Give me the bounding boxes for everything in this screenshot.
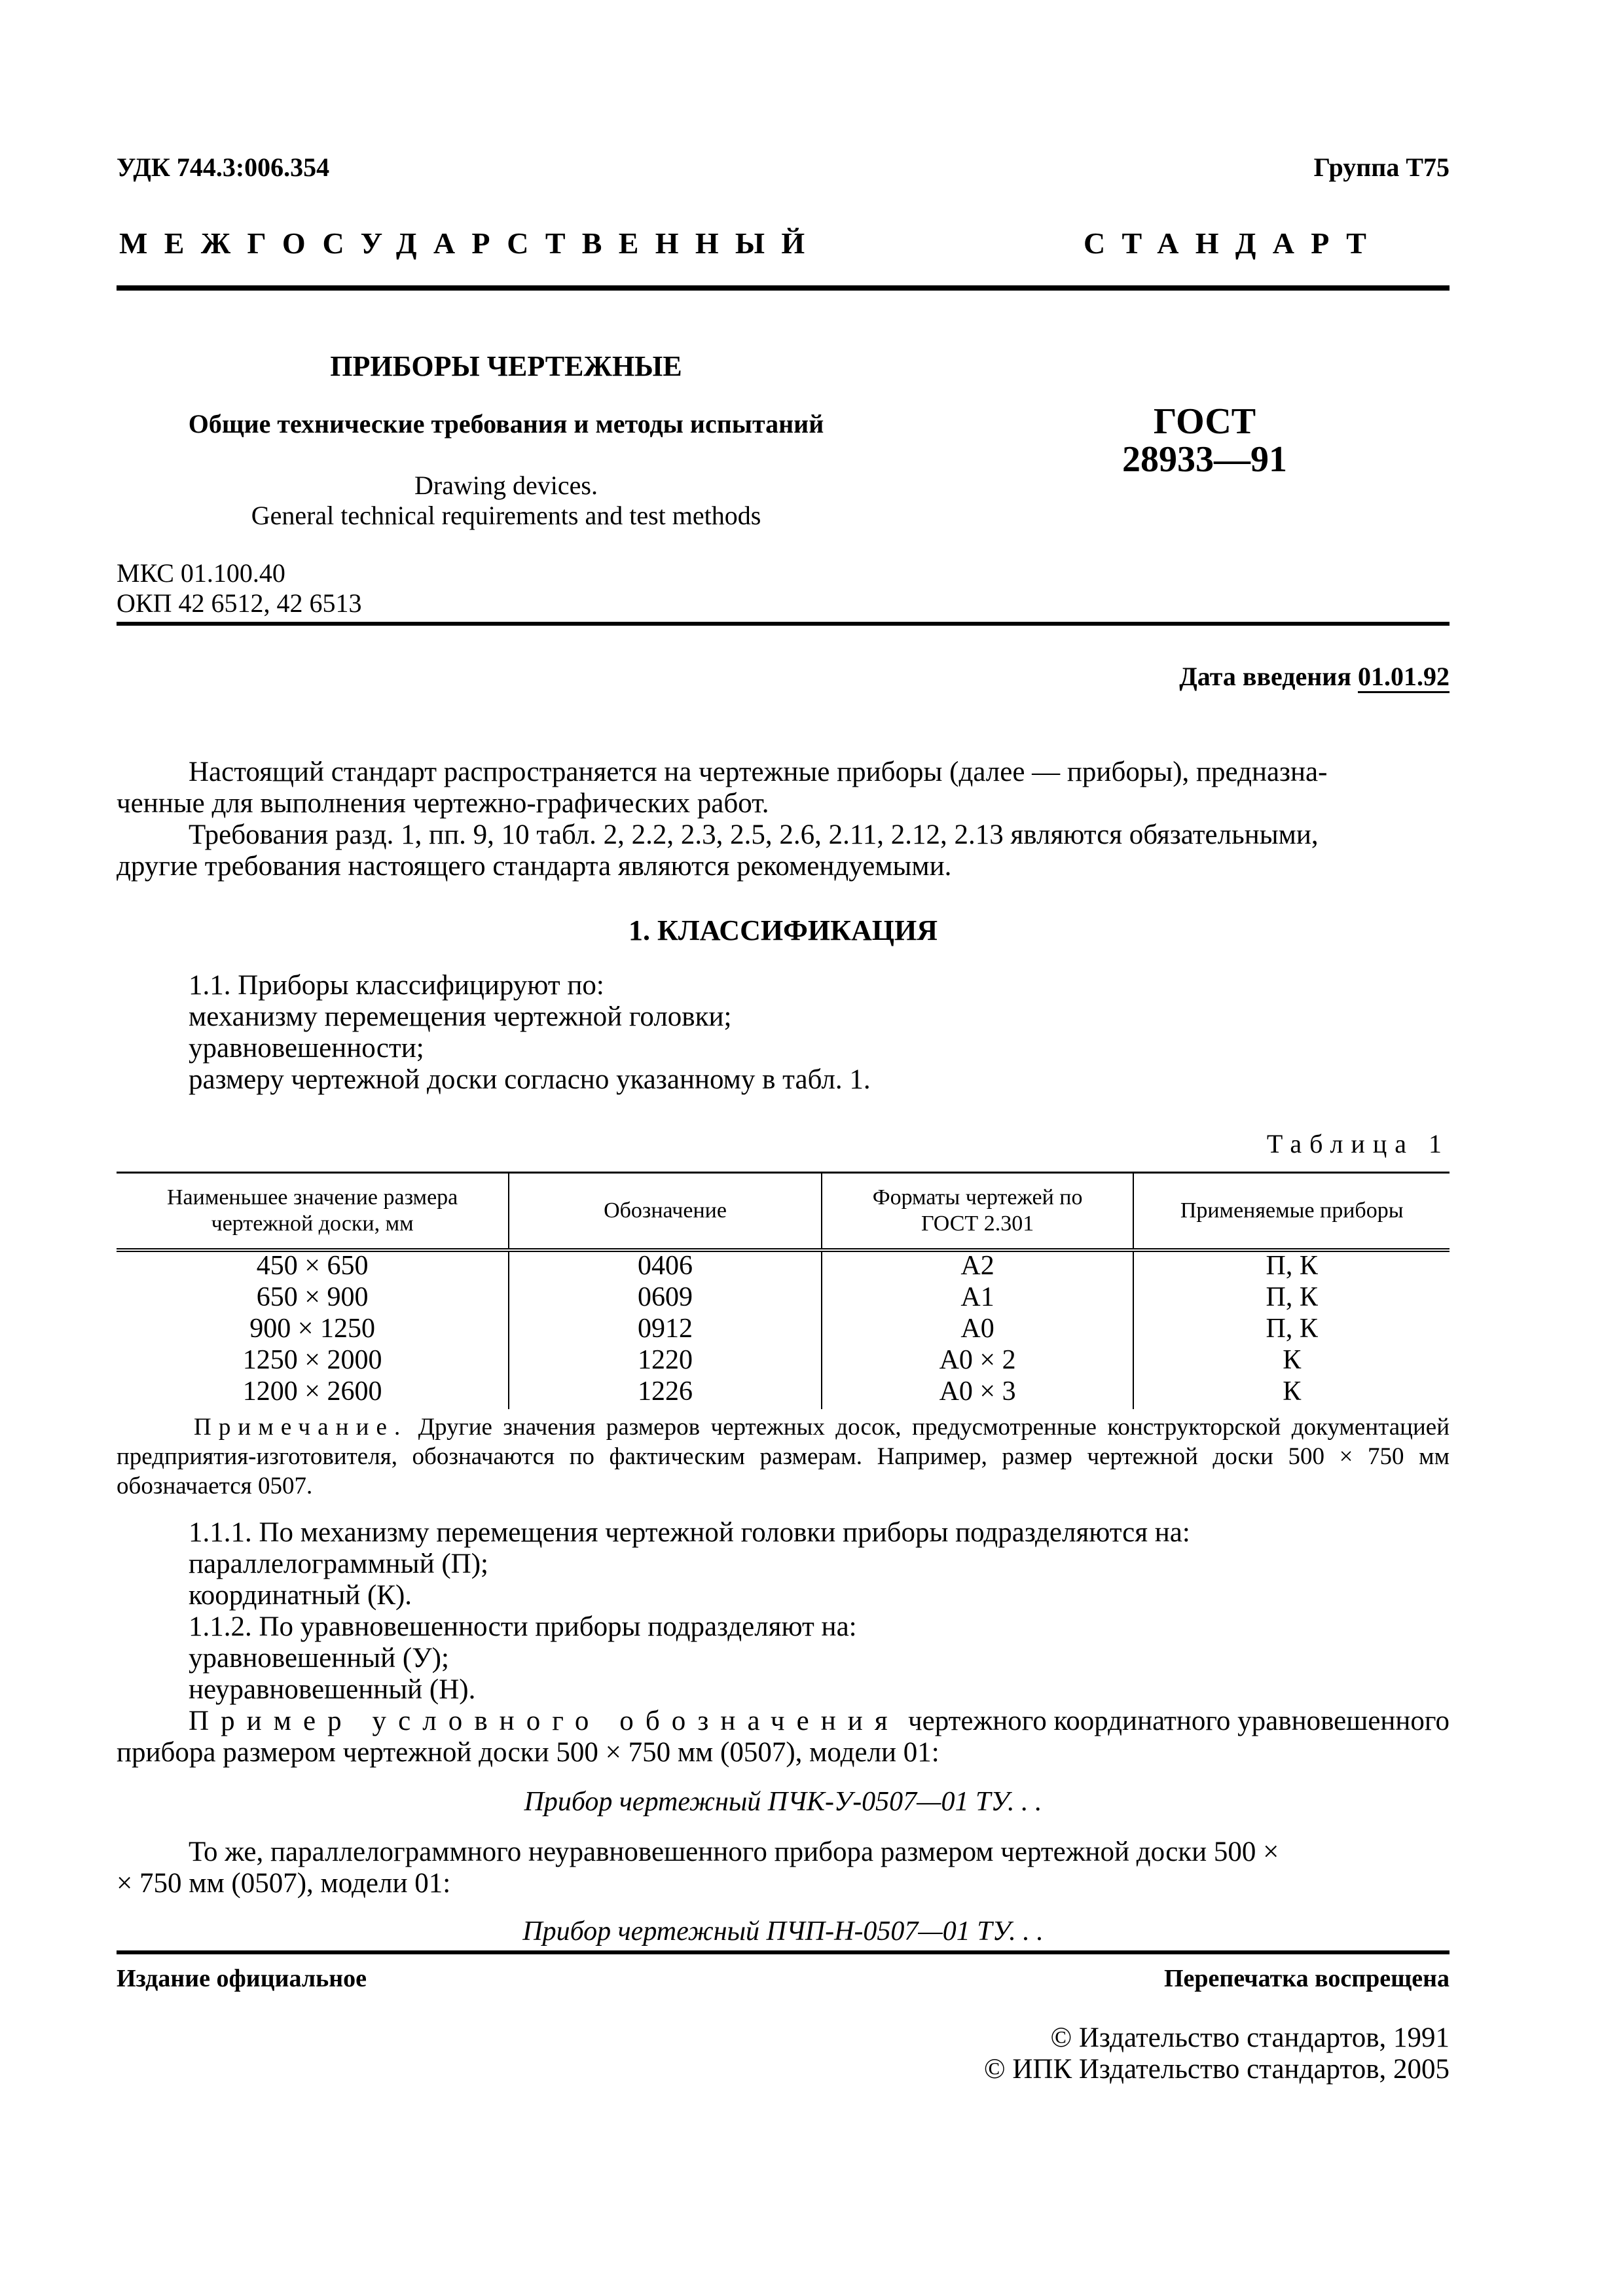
table-cell: П, К <box>1266 1282 1318 1312</box>
table-row <box>117 1378 1450 1409</box>
table-cell: А1 <box>822 1283 1134 1315</box>
clause-1-1-1-b: координатный (К). <box>189 1580 412 1611</box>
copyright-1991: © Издательство стандартов, 1991 <box>1050 2022 1450 2053</box>
example-line1 <box>189 1706 1450 1736</box>
example-code-2: Прибор чертежный ПЧП-Н-0507—01 ТУ. . . <box>522 1916 1044 1946</box>
table-cell: 1220 <box>509 1346 822 1378</box>
table-cell: А0 × 3 <box>822 1378 1134 1409</box>
intro-p1-line1: Настоящий стандарт распространяется на чертежные приборы (далее — приборы), предназна- <box>189 757 1328 787</box>
same-line2: × 750 мм (0507), модели 01: <box>117 1868 451 1899</box>
header-thick-rule <box>117 285 1450 291</box>
table-cell: А0 <box>822 1315 1134 1346</box>
clause-1-1-1: 1.1.1. По механизму перемещения чертежной головки приборы подразделяются на: <box>189 1517 1190 1548</box>
table-row <box>117 1283 1450 1315</box>
okp-code: ОКП 42 6512, 42 6513 <box>117 588 362 618</box>
table-cell: К <box>1283 1376 1302 1407</box>
table1-note <box>117 1412 1450 1501</box>
official-edition: Издание официальное <box>117 1965 367 1992</box>
english-title-line2: General technical requirements and test methods <box>251 501 761 530</box>
table-cell: 0609 <box>509 1283 822 1315</box>
example-line2: прибора размером чертежной доски 500 × 750 мм (0507), модели 01: <box>117 1737 939 1768</box>
mks-code: МКС 01.100.40 <box>117 558 285 588</box>
effective-date <box>917 661 1450 692</box>
reprint-prohibited: Перепечатка воспрещена <box>1163 1965 1450 1992</box>
title-block-rule <box>117 622 1450 626</box>
table-row <box>117 1346 1450 1378</box>
example-code-1: Прибор чертежный ПЧК-У-0507—01 ТУ. . . <box>524 1787 1042 1817</box>
example-rest: чертежного координатного уравновешенного <box>907 1706 1450 1736</box>
same-line1: То же, параллелограммного неуравновешенного прибора размером чертежной доски 500 × <box>189 1837 1279 1867</box>
table-cell: 1200 × 2600 <box>117 1378 509 1409</box>
clause-1-1-2: 1.1.2. По уравновешенности приборы подразделяют на: <box>189 1611 857 1642</box>
example-label: Пример условного обозначения <box>189 1706 900 1736</box>
clause-1-1-2-b: неуравновешенный (Н). <box>189 1674 476 1705</box>
intro-p2-line1: Требования разд. 1, пп. 9, 10 табл. 2, 2.2, 2.3, 2.5, 2.6, 2.11, 2.12, 2.13 являются обязательными, <box>189 819 1319 850</box>
table1-header-size: Наименьшее значение размера чертежной доски, мм <box>117 1173 509 1251</box>
table1-header-designation: Обозначение <box>509 1173 822 1251</box>
standard-label: СТАНДАРТ <box>1084 226 1383 260</box>
table1-header-formats: Форматы чертежей по ГОСТ 2.301 <box>822 1173 1134 1251</box>
table1-label: Таблица 1 <box>1266 1129 1450 1158</box>
section1-heading: 1. КЛАССИФИКАЦИЯ <box>629 914 938 946</box>
footer-rule <box>117 1950 1450 1954</box>
table-row <box>117 1250 1450 1283</box>
document-title: ПРИБОРЫ ЧЕРТЕЖНЫЕ <box>330 350 682 382</box>
section1-line3: уравновешенности; <box>189 1033 424 1064</box>
table1-header-devices: Применяемые приборы <box>1133 1173 1450 1251</box>
table-cell: П, К <box>1266 1314 1318 1344</box>
table1 <box>117 1172 1450 1409</box>
interstate-label: МЕЖГОСУДАРСТВЕННЫЙ <box>119 226 822 260</box>
table-cell: 0406 <box>509 1250 822 1283</box>
table1-note-text: Другие значения размеров чертежных досок, предусмотренные конструкторской документацией предприятия-изготовителя, обозначаются по фактическим размерам. Например, размер чертежной доски 500 × 750 мм обозначается 0507. <box>117 1414 1450 1499</box>
english-title-line1: Drawing devices. <box>414 471 598 500</box>
table-cell: П, К <box>1266 1251 1318 1281</box>
intro-p2-line2: другие требования настоящего стандарта являются рекомендуемыми. <box>117 851 952 882</box>
table-cell: 450 × 650 <box>117 1250 509 1283</box>
table-row <box>117 1315 1450 1346</box>
clause-1-1-1-a: параллелограммный (П); <box>189 1549 488 1579</box>
intro-p1-line2: ченные для выполнения чертежно-графических работ. <box>117 788 769 819</box>
table1-note-label: Примечание. <box>194 1414 408 1441</box>
table-cell: 650 × 900 <box>117 1283 509 1315</box>
table-cell: А0 × 2 <box>822 1346 1134 1378</box>
udk-code: УДК 744.3:006.354 <box>117 152 330 182</box>
gost-label: ГОСТ <box>1153 401 1256 442</box>
section1-line2: механизму перемещения чертежной головки; <box>189 1001 732 1032</box>
table-cell: 900 × 1250 <box>117 1315 509 1346</box>
table-cell: 1226 <box>509 1378 822 1409</box>
document-subtitle: Общие технические требования и методы испытаний <box>188 409 824 439</box>
section1-line4: размеру чертежной доски согласно указанному в табл. 1. <box>189 1064 871 1095</box>
effective-date-value: 01.01.92 <box>1358 662 1450 693</box>
group-code: Группа Т75 <box>1313 152 1450 182</box>
gost-number: 28933—91 <box>1122 439 1287 480</box>
table-cell: 0912 <box>509 1315 822 1346</box>
clause-1-1-2-a: уравновешенный (У); <box>189 1643 449 1674</box>
table-cell: 1250 × 2000 <box>117 1346 509 1378</box>
table-cell: А2 <box>822 1250 1134 1283</box>
section1-line1: 1.1. Приборы классифицируют по: <box>189 970 604 1001</box>
effective-date-label: Дата введения <box>1179 662 1351 691</box>
table1-header-row <box>117 1173 1450 1251</box>
table-cell: К <box>1283 1345 1302 1375</box>
copyright-2005: © ИПК Издательство стандартов, 2005 <box>983 2054 1450 2085</box>
